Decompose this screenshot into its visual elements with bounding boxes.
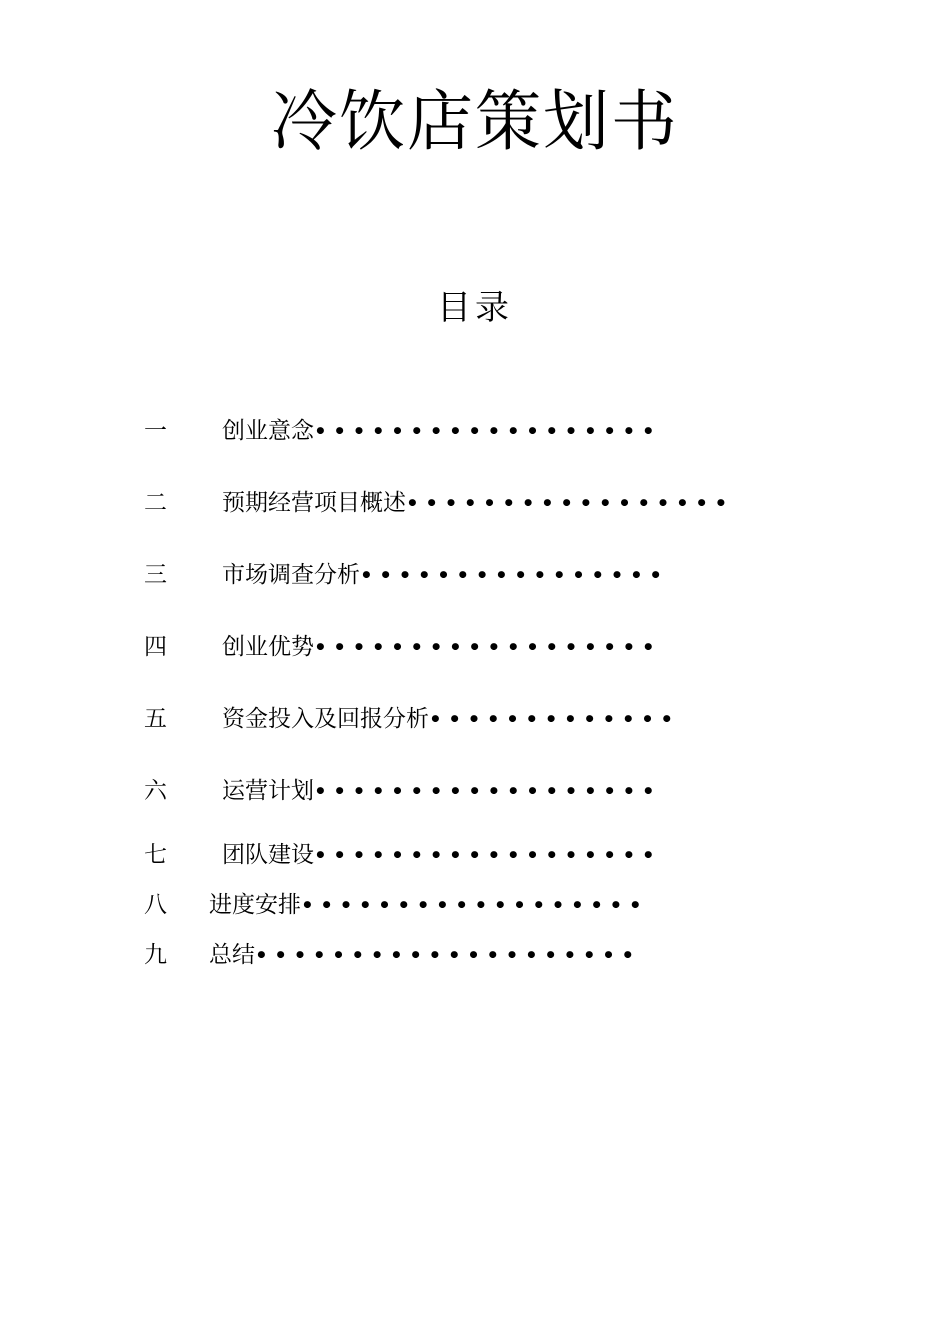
toc-entry-title: 进度安排••••••••••••••••••: [209, 892, 649, 918]
toc-entry-title: 资金投入及回报分析•••••••••••••: [222, 706, 680, 732]
toc-entry-number: 八: [144, 892, 167, 918]
toc-entry-number: 一: [144, 418, 167, 444]
toc-entry-title: 预期经营项目概述•••••••••••••••••: [222, 490, 734, 516]
toc-leader-dots: ••••••••••••••••••: [314, 419, 662, 443]
toc-entry-title: 总结••••••••••••••••••••: [209, 942, 641, 968]
toc-entry-number: 四: [144, 634, 167, 660]
toc-leader-dots: ••••••••••••••••••: [314, 635, 662, 659]
toc-entry-number: 七: [144, 842, 167, 868]
toc-leader-dots: ••••••••••••••••••••: [255, 943, 641, 967]
toc-entry-title: 创业优势••••••••••••••••••: [222, 634, 662, 660]
toc-entry-number: 九: [144, 942, 167, 968]
toc-leader-dots: ••••••••••••••••••: [301, 893, 649, 917]
toc-entry-number: 二: [144, 490, 167, 516]
document-title: 冷饮店策划书: [271, 83, 679, 160]
toc-leader-dots: •••••••••••••: [429, 707, 680, 731]
toc-entry-title: 运营计划••••••••••••••••••: [222, 778, 662, 804]
toc-entry-number: 三: [144, 562, 167, 588]
toc-leader-dots: •••••••••••••••••: [406, 491, 734, 515]
toc-entry-title: 市场调查分析••••••••••••••••: [222, 562, 669, 588]
toc-entry-number: 五: [144, 706, 167, 732]
toc-entry-title: 团队建设••••••••••••••••••: [222, 842, 662, 868]
toc-entry-title: 创业意念••••••••••••••••••: [222, 418, 662, 444]
toc-entry-number: 六: [144, 778, 167, 804]
toc-leader-dots: ••••••••••••••••••: [314, 843, 662, 867]
toc-heading: 目录: [437, 288, 513, 328]
toc-leader-dots: ••••••••••••••••: [360, 563, 669, 587]
toc-leader-dots: ••••••••••••••••••: [314, 779, 662, 803]
